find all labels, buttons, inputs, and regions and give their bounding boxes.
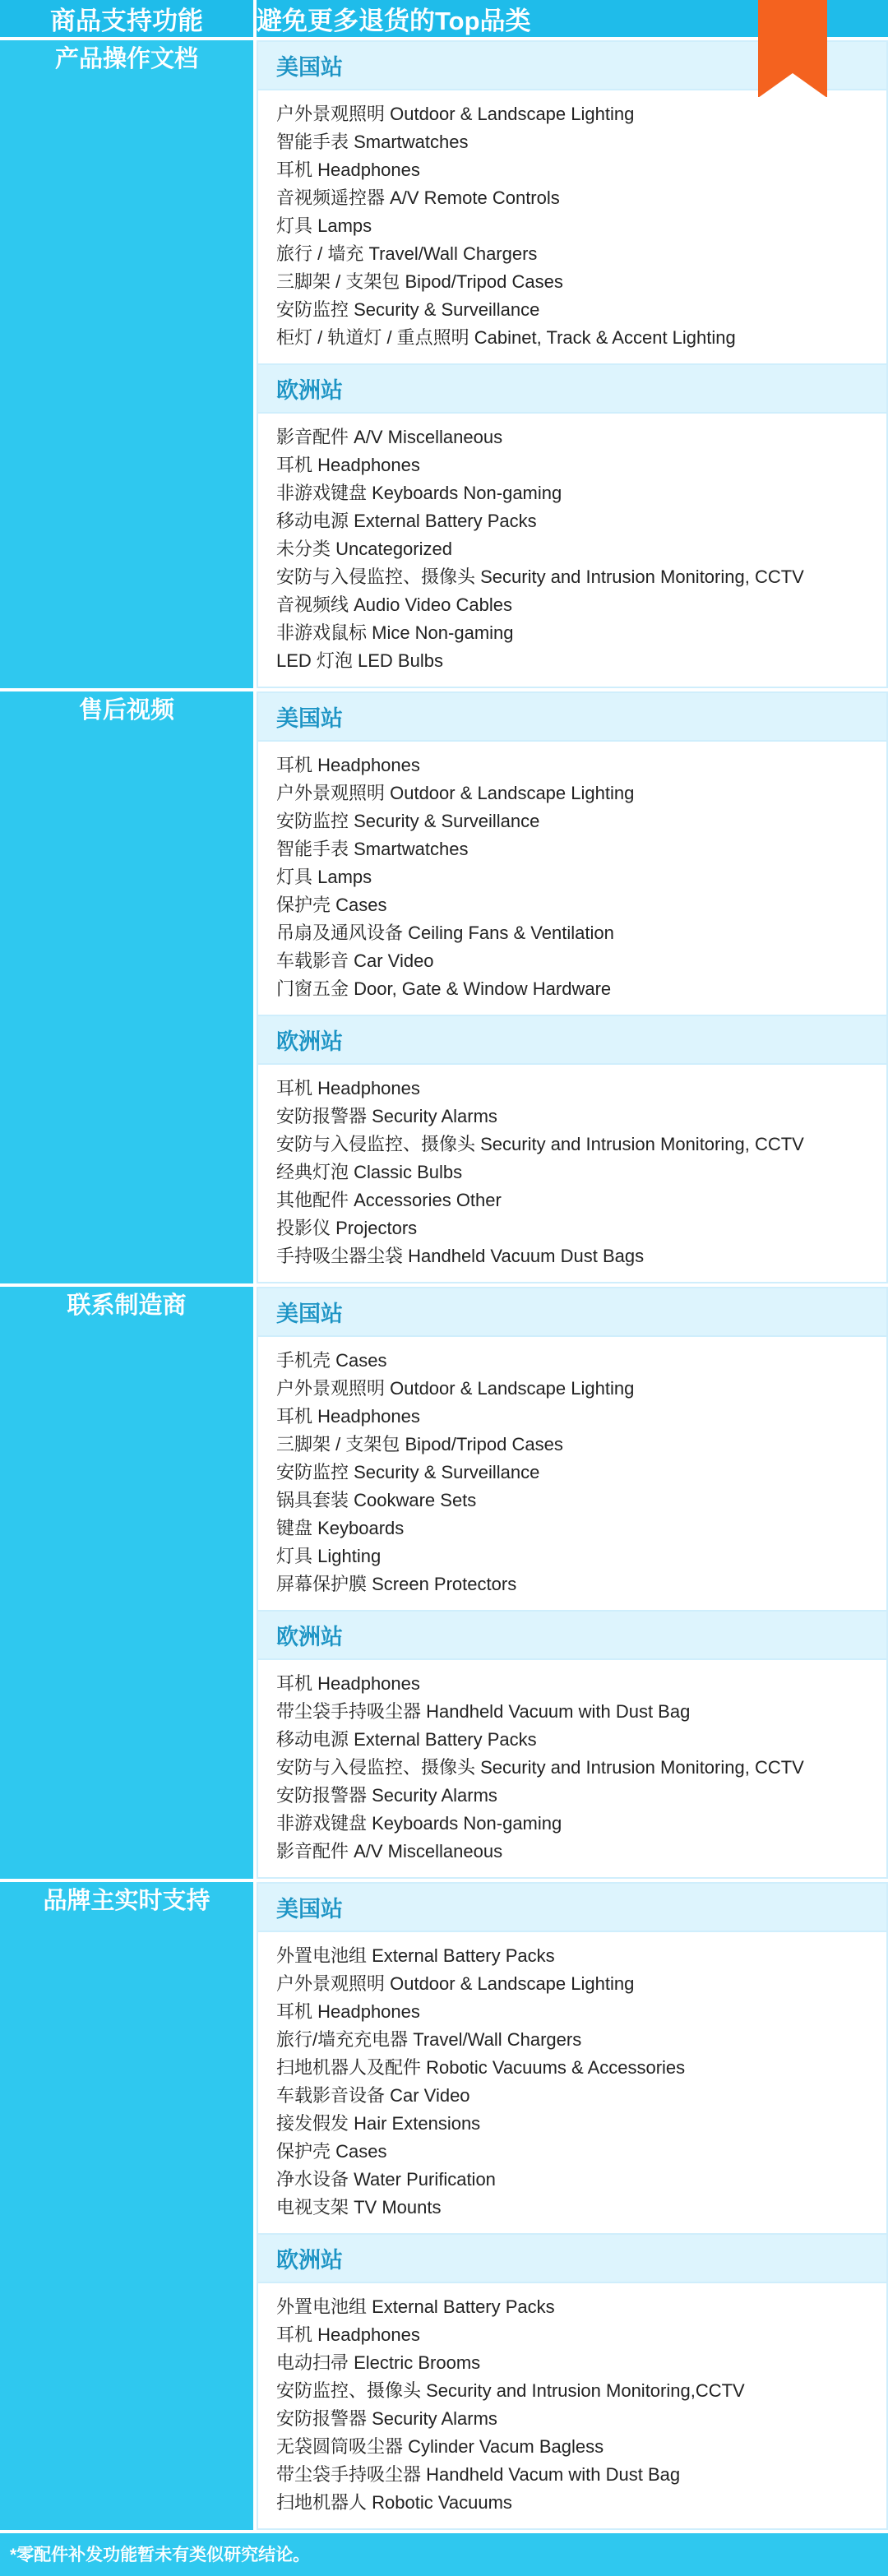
list-item: 户外景观照明 Outdoor & Landscape Lighting xyxy=(276,1378,635,1399)
list-item: 影音配件 A/V Miscellaneous xyxy=(276,1841,503,1861)
row-regions xyxy=(255,1880,888,2530)
list-item: 净水设备 Water Purification xyxy=(276,2169,496,2190)
list-item: 耳机 Headphones xyxy=(276,1406,420,1427)
list-item: 户外景观照明 Outdoor & Landscape Lighting xyxy=(276,1973,635,1994)
list-item: 旅行/墙充充电器 Travel/Wall Chargers xyxy=(276,2029,582,2050)
list-item: 接发假发 Hair Extensions xyxy=(276,2113,481,2134)
matrix-header-row xyxy=(0,0,888,37)
list-item: 安防与入侵监控、摄像头 Security and Intrusion Monitoring, CCTV xyxy=(276,567,804,587)
list-item: 耳机 Headphones xyxy=(276,1673,420,1694)
category-list xyxy=(258,1660,886,1877)
row-feature-label: 售后视频 xyxy=(0,690,255,1285)
category-matrix-table xyxy=(0,0,888,37)
region-block xyxy=(257,1610,888,1879)
list-item: 耳机 Headphones xyxy=(276,455,420,475)
list-item: 手持吸尘器尘袋 Handheld Vacuum Dust Bags xyxy=(276,1246,645,1266)
list-item: 户外景观照明 Outdoor & Landscape Lighting xyxy=(276,783,635,803)
row-regions xyxy=(255,39,888,690)
list-item: 灯具 Lamps xyxy=(276,867,372,887)
list-item: 非游戏键盘 Keyboards Non-gaming xyxy=(276,1813,562,1834)
list-item: 非游戏鼠标 Mice Non-gaming xyxy=(276,622,514,643)
matrix-row xyxy=(0,1880,888,2530)
region-title: 美国站 xyxy=(258,693,886,742)
list-item: 无袋圆筒吸尘器 Cylinder Vacum Bagless xyxy=(276,2436,604,2457)
list-item: 保护壳 Cases xyxy=(276,895,387,915)
list-item: 安防监控 Security & Surveillance xyxy=(276,299,540,320)
header-categories-column: 避免更多退货的Top品类 xyxy=(255,0,888,37)
list-item: 外置电池组 External Battery Packs xyxy=(276,2296,555,2317)
list-item: 吊扇及通风设备 Ceiling Fans & Ventilation xyxy=(276,923,614,943)
list-item: 智能手表 Smartwatches xyxy=(276,839,469,859)
list-item: 耳机 Headphones xyxy=(276,2324,420,2345)
category-matrix-rows xyxy=(0,37,888,2530)
row-regions xyxy=(255,1285,888,1880)
matrix-rows-body xyxy=(0,39,888,2530)
row-feature-label: 产品操作文档 xyxy=(0,39,255,690)
region-title: 美国站 xyxy=(258,1884,886,1932)
list-item: 移动电源 External Battery Packs xyxy=(276,511,537,531)
list-item: 旅行 / 墙充 Travel/Wall Chargers xyxy=(276,243,538,264)
list-item: 灯具 Lighting xyxy=(276,1546,382,1566)
list-item: 其他配件 Accessories Other xyxy=(276,1190,502,1210)
list-item: 锅具套装 Cookware Sets xyxy=(276,1490,477,1510)
region-block xyxy=(257,691,888,1015)
matrix-body xyxy=(0,0,888,37)
region-block xyxy=(257,1015,888,1283)
row-feature-label: 联系制造商 xyxy=(0,1285,255,1880)
matrix-row xyxy=(0,690,888,1285)
list-item: 智能手表 Smartwatches xyxy=(276,132,469,152)
region-block xyxy=(257,2233,888,2530)
list-item: 耳机 Headphones xyxy=(276,2001,420,2022)
list-item: 手机壳 Cases xyxy=(276,1350,387,1371)
list-item: 键盘 Keyboards xyxy=(276,1518,405,1538)
list-item: 投影仪 Projectors xyxy=(276,1218,418,1238)
list-item: 屏幕保护膜 Screen Protectors xyxy=(276,1574,517,1594)
list-item: 影音配件 A/V Miscellaneous xyxy=(276,427,503,447)
region-title: 欧洲站 xyxy=(258,365,886,414)
list-item: 安防监控 Security & Surveillance xyxy=(276,1462,540,1482)
category-list xyxy=(258,1065,886,1282)
list-item: 外置电池组 External Battery Packs xyxy=(276,1945,555,1966)
list-item: 经典灯泡 Classic Bulbs xyxy=(276,1162,463,1182)
row-feature-label: 品牌主实时支持 xyxy=(0,1880,255,2530)
list-item: 安防报警器 Security Alarms xyxy=(276,2408,497,2429)
region-title: 欧洲站 xyxy=(258,1612,886,1660)
list-item: 三脚架 / 支架包 Bipod/Tripod Cases xyxy=(276,1434,563,1454)
list-item: 带尘袋手持吸尘器 Handheld Vacum with Dust Bag xyxy=(276,2464,681,2485)
list-item: 耳机 Headphones xyxy=(276,1078,420,1098)
footnote: *零配件补发功能暂未有类似研究结论。 xyxy=(0,2530,888,2576)
list-item: 耳机 Headphones xyxy=(276,755,420,775)
list-item: 电动扫帚 Electric Brooms xyxy=(276,2352,481,2373)
list-item: 安防报警器 Security Alarms xyxy=(276,1106,497,1126)
list-item: 柜灯 / 轨道灯 / 重点照明 Cabinet, Track & Accent Lighting xyxy=(276,327,736,348)
list-item: 扫地机器人及配件 Robotic Vacuums & Accessories xyxy=(276,2057,686,2078)
region-block xyxy=(257,1882,888,2233)
region-title: 欧洲站 xyxy=(258,2235,886,2283)
list-item: 耳机 Headphones xyxy=(276,160,420,180)
region-block xyxy=(257,363,888,688)
category-list xyxy=(258,1932,886,2233)
list-item: 安防监控、摄像头 Security and Intrusion Monitoring,CCTV xyxy=(276,2380,745,2401)
list-item: 非游戏键盘 Keyboards Non-gaming xyxy=(276,483,562,503)
bookmark-ribbon-icon xyxy=(758,0,827,97)
list-item: 三脚架 / 支架包 Bipod/Tripod Cases xyxy=(276,271,563,292)
list-item: 扫地机器人 Robotic Vacuums xyxy=(276,2492,512,2513)
list-item: 移动电源 External Battery Packs xyxy=(276,1729,537,1750)
list-item: 未分类 Uncategorized xyxy=(276,539,452,559)
region-block xyxy=(257,1287,888,1610)
matrix-row xyxy=(0,1285,888,1880)
list-item: 车载影音设备 Car Video xyxy=(276,2085,470,2106)
list-item: 带尘袋手持吸尘器 Handheld Vacuum with Dust Bag xyxy=(276,1701,691,1722)
list-item: 车载影音 Car Video xyxy=(276,950,434,971)
header-feature-column: 商品支持功能 xyxy=(0,0,255,37)
list-item: 音视频线 Audio Video Cables xyxy=(276,594,512,615)
list-item: 音视频遥控器 A/V Remote Controls xyxy=(276,187,560,208)
region-title: 美国站 xyxy=(258,1288,886,1337)
list-item: 保护壳 Cases xyxy=(276,2141,387,2162)
list-item: 安防报警器 Security Alarms xyxy=(276,1785,497,1806)
category-list xyxy=(258,1337,886,1610)
list-item: 户外景观照明 Outdoor & Landscape Lighting xyxy=(276,104,635,124)
matrix-row xyxy=(0,39,888,690)
row-regions xyxy=(255,690,888,1285)
list-item: 安防监控 Security & Surveillance xyxy=(276,811,540,831)
category-list xyxy=(258,2283,886,2528)
list-item: LED 灯泡 LED Bulbs xyxy=(276,650,443,671)
list-item: 电视支架 TV Mounts xyxy=(276,2197,442,2218)
list-item: 安防与入侵监控、摄像头 Security and Intrusion Monitoring, CCTV xyxy=(276,1134,804,1154)
region-title: 美国站 xyxy=(258,42,886,90)
list-item: 灯具 Lamps xyxy=(276,215,372,236)
category-list xyxy=(258,742,886,1015)
region-title: 欧洲站 xyxy=(258,1016,886,1065)
list-item: 门窗五金 Door, Gate & Window Hardware xyxy=(276,978,612,999)
category-list xyxy=(258,414,886,687)
list-item: 安防与入侵监控、摄像头 Security and Intrusion Monitoring, CCTV xyxy=(276,1757,804,1778)
category-list xyxy=(258,90,886,363)
